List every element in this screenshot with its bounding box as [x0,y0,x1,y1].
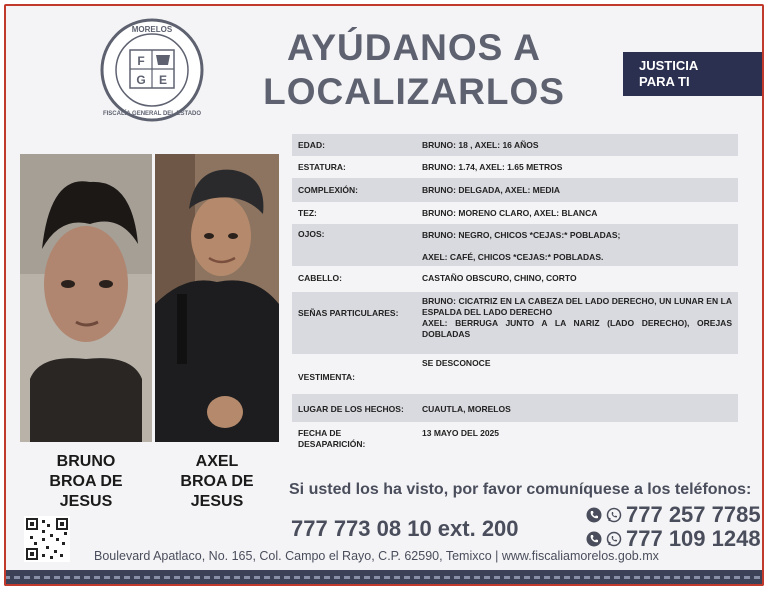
row-senas [292,292,738,354]
label-ojos: OJOS: [292,224,416,266]
badge-line-1: JUSTICIA [639,58,699,73]
name-bruno [20,452,152,512]
label-complexion: COMPLEXIÓN: [292,178,416,202]
title-line-2: LOCALIZARLOS [263,71,565,112]
label-lugar: LUGAR DE LOS HECHOS: [292,394,416,422]
fge-seal-logo [100,18,204,122]
svg-text:G: G [136,73,146,87]
value-edad: BRUNO: 18 , AXEL: 16 AÑOS [416,134,738,156]
row-ojos [292,224,738,266]
value-ojos-axel: AXEL: CAFÉ, CHICOS *CEJAS:* POBLADAS. [422,252,604,262]
label-tez: TEZ: [298,208,317,218]
phone-icon [586,531,602,547]
label-vestimenta: VESTIMENTA: [298,372,355,382]
value-ojos-bruno: BRUNO: NEGRO, CHICOS *CEJAS:* POBLADAS; [422,230,621,240]
whatsapp-icon [606,531,622,547]
missing-persons-poster [4,4,764,586]
decorative-pattern [4,576,764,579]
justicia-badge [623,52,764,96]
label-senas: SEÑAS PARTICULARES: [292,292,416,354]
svg-text:F: F [137,54,145,68]
photo-axel [155,154,279,442]
whatsapp-number-1: 777 257 7785 [626,502,761,527]
value-fecha: 13 MAYO DEL 2025 [422,428,500,438]
value-tez: BRUNO: MORENO CLARO, AXEL: BLANCA [422,208,598,218]
value-cabello: CASTAÑO OBSCURO, CHINO, CORTO [422,273,577,283]
label-estatura: ESTATURA: [298,162,346,172]
whatsapp-number-2: 777 109 1248 [626,526,761,551]
name-axel-line3: JESUS [190,493,244,510]
qr-code[interactable] [24,516,70,562]
details-table [292,134,738,460]
svg-text:FISCALÍA GENERAL DEL ESTADO: FISCALÍA GENERAL DEL ESTADO [102,111,202,117]
label-edad: EDAD: [292,134,416,156]
title-line-1: AYÚDANOS A [287,27,541,68]
contact-call-to-action: Si usted los ha visto, por favor comuníquese a los teléfonos: [289,481,752,498]
label-fecha: FECHA DE DESAPARICIÓN: [298,428,366,449]
row-cabello [292,266,738,292]
value-vestimenta: SE DESCONOCE [422,358,491,368]
label-cabello: CABELLO: [298,273,342,283]
svg-text:E: E [158,73,168,87]
whatsapp-line-1[interactable] [586,502,761,528]
row-edad [292,134,738,156]
value-senas-bruno: BRUNO: CICATRIZ EN LA CABEZA DEL LADO DERECHO, UN LUNAR EN LA ESPALDA DEL LADO DERECHO [422,296,732,317]
main-phone[interactable]: 777 773 08 10 ext. 200 [291,516,519,541]
whatsapp-icon [606,507,622,523]
name-axel [155,452,279,512]
row-vestimenta [292,354,738,394]
name-bruno-line3: JESUS [59,493,113,510]
name-axel-line2: BROA DE [180,473,254,490]
footer-address: Boulevard Apatlaco, No. 165, Col. Campo el Rayo, C.P. 62590, Temixco | www.fiscaliamorelos.gob.mx [94,549,659,563]
poster-title [244,26,584,114]
photo-bruno [20,154,152,442]
row-lugar [292,394,738,422]
value-lugar: CUAUTLA, MORELOS [416,394,738,422]
value-complexion: BRUNO: DELGADA, AXEL: MEDIA [416,178,738,202]
row-estatura [292,156,738,178]
name-bruno-line2: BROA DE [49,473,123,490]
badge-line-2: PARA TI [639,74,690,89]
row-complexion [292,178,738,202]
svg-text:MORELOS: MORELOS [131,25,173,34]
value-estatura: BRUNO: 1.74, AXEL: 1.65 METROS [422,162,563,172]
row-fecha [292,422,738,460]
value-senas-axel: AXEL: BERRUGA JUNTO A LA NARIZ (LADO DERECHO), OREJAS DOBLADAS [422,318,732,339]
phone-icon [586,507,602,523]
name-axel-line1: AXEL [195,453,239,470]
name-bruno-line1: BRUNO [56,453,116,470]
row-tez [292,202,738,224]
